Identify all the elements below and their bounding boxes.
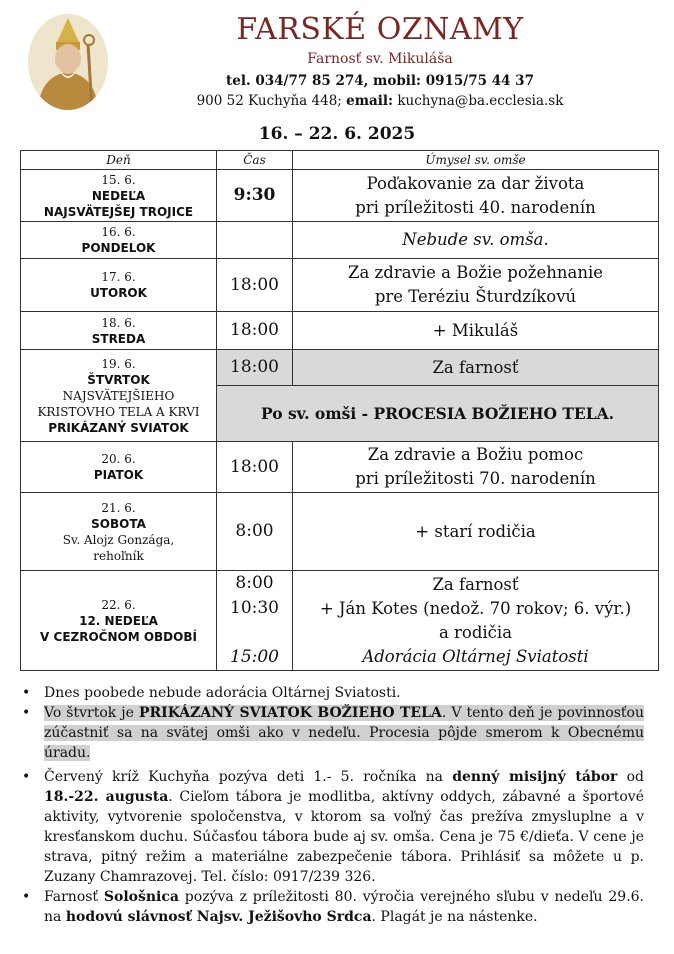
day-date: 20. 6. xyxy=(101,452,136,466)
email-label: email: xyxy=(346,93,394,109)
day-date: 15. 6. xyxy=(101,172,136,187)
time-cell xyxy=(217,571,293,671)
header-intent: Úmysel sv. omše xyxy=(293,151,659,170)
day-cell xyxy=(21,312,217,350)
intent-line: pri príležitosti 40. narodenín xyxy=(355,197,596,217)
bullet-icon: • xyxy=(22,889,31,905)
table-row xyxy=(21,312,659,350)
day-note: KRISTOVHO TELA A KRVI xyxy=(37,404,200,419)
day-cell xyxy=(21,571,217,671)
intent-cell: + starí rodičia xyxy=(293,493,659,571)
day-cell xyxy=(21,350,217,442)
table-row xyxy=(21,442,659,493)
day-cell xyxy=(21,222,217,259)
table-row xyxy=(21,222,659,259)
day-name: STREDA xyxy=(91,331,146,346)
bullet-icon: • xyxy=(22,685,31,701)
intent-line: Za zdravie a Božiu pomoc xyxy=(367,445,584,464)
time-value: 15:00 xyxy=(230,647,279,667)
parish-name: Farnosť sv. Mikuláša xyxy=(307,51,453,67)
text-bold: PRIKÁZANÝ SVIATOK BOŽIEHO TELA xyxy=(138,705,442,721)
day-name: NEDEĽA xyxy=(91,188,146,203)
header-time: Čas xyxy=(217,151,293,170)
text-run: Vo štvrtok je xyxy=(44,705,139,721)
announcements-list xyxy=(22,683,644,927)
intent-cell xyxy=(293,170,659,222)
intent-line: Adorácia Oltárnej Sviatosti xyxy=(362,646,589,666)
time-cell: 18:00 xyxy=(217,442,293,493)
text-run: pozýva z príležitosti 80. výročia verejného sľubu v nedeľu 29.6. na xyxy=(44,889,644,925)
day-cell xyxy=(21,493,217,571)
day-feast: PRIKÁZANÝ SVIATOK xyxy=(48,420,189,435)
time-cell: 9:30 xyxy=(217,170,293,222)
time-cell: 8:00 xyxy=(217,493,293,571)
intent-line: Poďakovanie za dar života xyxy=(366,173,585,193)
text-run: od xyxy=(617,769,644,785)
day-cell xyxy=(21,170,217,222)
table-row xyxy=(21,493,659,571)
text-run: . V tento deň je povinnosťou zúčastniť sa na svätej omši ako v nedeľu. Procesia pôjde smerom k Obecnému úradu. xyxy=(44,705,644,761)
day-name: ŠTVRTOK xyxy=(87,372,150,387)
header xyxy=(0,0,674,120)
text-bold: 18.-22. augusta xyxy=(44,789,169,805)
day-name: PONDELOK xyxy=(81,241,156,255)
day-name: PIATOK xyxy=(93,468,144,482)
intent-line: pri príležitosti 70. narodenín xyxy=(355,469,596,488)
saint-nicholas-portrait xyxy=(28,14,108,110)
day-feast: V CEZROČNOM OBDOBÍ xyxy=(40,629,197,644)
page-title: FARSKÉ OZNAMY xyxy=(236,12,524,47)
email-address: kuchyna@ba.ecclesia.sk xyxy=(397,93,564,109)
announcement-text xyxy=(44,769,644,885)
day-note: Sv. Alojz Gonzága, xyxy=(62,532,175,547)
procession-cell: Po sv. omši - PROCESIA BOŽIEHO TELA. xyxy=(217,386,659,442)
address: 900 52 Kuchyňa 448; xyxy=(196,93,342,109)
bullet-icon: • xyxy=(22,769,31,785)
day-date: 18. 6. xyxy=(101,315,136,330)
time-value: 10:30 xyxy=(230,598,279,618)
announcement-text xyxy=(44,705,644,761)
text-bold: hodovú slávnosť Najsv. Ježišovho Srdca xyxy=(65,909,372,925)
intent-cell xyxy=(293,259,659,312)
intent-cell xyxy=(293,442,659,493)
list-item xyxy=(22,887,644,927)
day-note: rehoľník xyxy=(93,548,144,563)
intent-line: + Ján Kotes (nedož. 70 rokov; 6. výr.) xyxy=(319,598,632,618)
table-header-row xyxy=(21,151,659,170)
contact-address xyxy=(150,93,610,109)
intent-line: pre Teréziu Šturdzíkovú xyxy=(374,287,577,306)
intent-line: Za zdravie a Božie požehnanie xyxy=(348,263,603,282)
table-row xyxy=(21,259,659,312)
day-date: 17. 6. xyxy=(101,270,136,284)
list-item xyxy=(22,683,644,703)
table-row xyxy=(21,571,659,671)
day-date: 21. 6. xyxy=(101,500,136,515)
text-run: . Cieľom tábora je modlitba, aktívny oddych, zábavné a športové aktivity, vytvorenie spoločenstva, v ktorom sa voľný čas prežíva zmysluplne a v kresťanskom duchu. Súčasťou tábora bude aj sv. omša. Cena je 75 €/dieťa. V cene je strava, pitný režim a materiálne zabezpečenie tábora. Prihlásiť sa môžete u p. Zuzany Chamrazovej. Tel. číslo: 0917/239 326. xyxy=(44,789,644,885)
day-date: 16. 6. xyxy=(101,225,136,239)
time-cell: 18:00 xyxy=(217,312,293,350)
day-name: 12. NEDEĽA xyxy=(79,613,158,628)
table-row xyxy=(21,350,659,386)
header-day: Deň xyxy=(21,151,217,170)
text-bold: denný misijný tábor xyxy=(452,769,618,785)
time-cell xyxy=(217,222,293,259)
intent-line: Za farnosť xyxy=(432,574,519,594)
mass-schedule-table xyxy=(20,150,659,671)
day-name: SOBOTA xyxy=(91,516,146,531)
week-dates: 16. – 22. 6. 2025 xyxy=(258,124,416,144)
day-note: NAJSVÄTEJŠIEHO xyxy=(62,388,175,403)
day-cell xyxy=(21,442,217,493)
announcement-text xyxy=(44,889,644,925)
intent-cell: + Mikuláš xyxy=(293,312,659,350)
announcement-text: Dnes poobede nebude adorácia Oltárnej Sviatosti. xyxy=(44,685,401,701)
text-run: Farnosť xyxy=(44,889,104,905)
intent-cell xyxy=(293,571,659,671)
text-run: . Plagát je na nástenke. xyxy=(371,909,538,925)
bullet-icon: • xyxy=(22,705,31,721)
list-item xyxy=(22,767,644,887)
day-name: UTOROK xyxy=(90,286,147,300)
text-run: Červený kríž Kuchyňa pozýva deti 1.- 5. ročníka na xyxy=(44,769,453,785)
time-cell: 18:00 xyxy=(217,350,293,386)
time-value: 8:00 xyxy=(235,573,274,593)
text-bold: Sološnica xyxy=(103,889,179,905)
day-date: 19. 6. xyxy=(101,356,136,371)
time-cell: 18:00 xyxy=(217,259,293,312)
intent-cell: Za farnosť xyxy=(293,350,659,386)
contact-phone: tel. 034/77 85 274, mobil: 0915/75 44 37 xyxy=(226,73,534,89)
intent-line: a rodičia xyxy=(438,622,513,642)
day-date: 22. 6. xyxy=(101,597,136,612)
table-row xyxy=(21,170,659,222)
intent-cell: Nebude sv. omša. xyxy=(293,222,659,259)
list-item xyxy=(22,703,644,763)
day-cell xyxy=(21,259,217,312)
day-feast: NAJSVÄTEJŠEJ TROJICE xyxy=(43,204,194,219)
